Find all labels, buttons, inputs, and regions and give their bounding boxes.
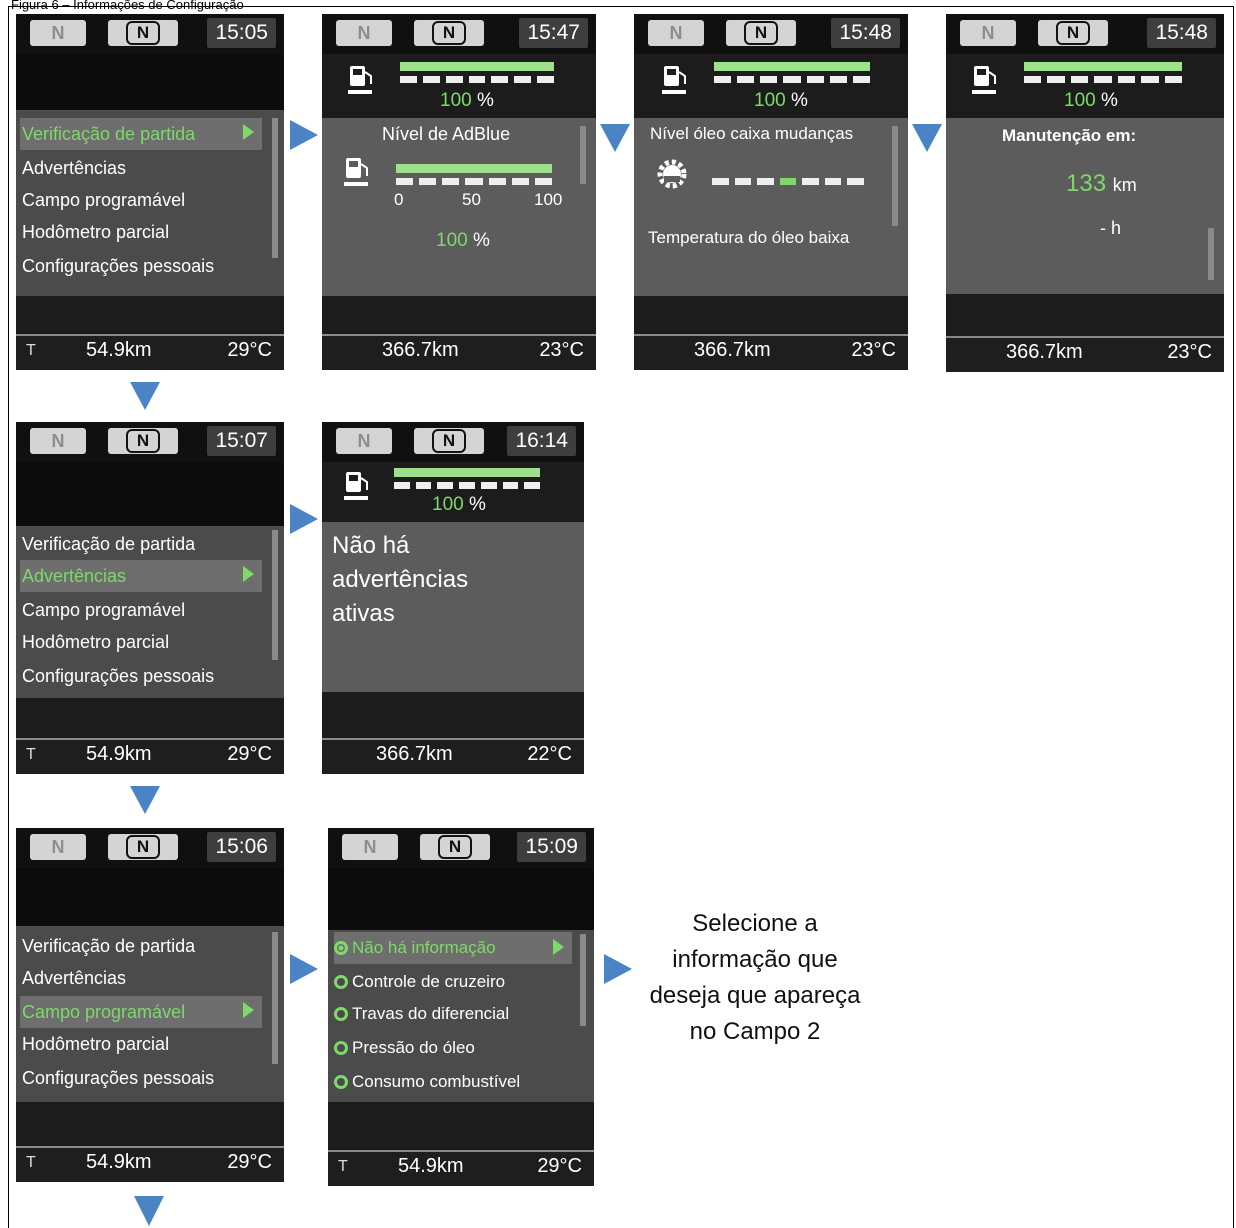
odometer: 54.9km	[398, 1155, 464, 1177]
radio-icon	[334, 1007, 348, 1021]
screen-adblue-level	[322, 14, 596, 370]
adblue-percent: 100 %	[754, 90, 808, 111]
status-bar	[946, 14, 1224, 54]
adblue-gauge-bar	[400, 62, 554, 71]
status-bar	[16, 14, 284, 54]
gearbox-oil-panel	[634, 118, 908, 296]
screen-programmable-field-options	[328, 828, 594, 1186]
chevron-right-icon	[243, 1002, 254, 1018]
bottom-bar	[16, 738, 284, 774]
tick-100: 100	[534, 190, 563, 209]
option-cruise-control[interactable]: Controle de cruzeiro	[334, 966, 572, 998]
panel-title: Manutenção em:	[1002, 126, 1137, 145]
neutral-indicator: N	[726, 20, 796, 46]
adblue-pump-icon	[972, 62, 1000, 96]
scrollbar[interactable]	[272, 932, 278, 1064]
neutral-indicator: N	[414, 428, 484, 454]
maintenance-panel	[946, 118, 1224, 294]
warnings-message-line-3: ativas	[332, 600, 395, 627]
radio-selected-icon	[334, 941, 348, 955]
flow-arrow-down	[600, 124, 630, 152]
menu-item-warnings[interactable]: Advertências	[22, 967, 127, 988]
neutral-indicator: N	[108, 834, 178, 860]
menu-item-start-check[interactable]: Verificação de partida	[22, 935, 196, 956]
screen-menu-programmable-field	[16, 828, 284, 1182]
gearbox-cog-icon	[652, 154, 692, 194]
menu-panel	[16, 110, 284, 296]
outside-temperature: 23°C	[539, 339, 584, 361]
options-panel	[328, 930, 594, 1102]
radio-icon	[334, 975, 348, 989]
flow-arrow-right	[290, 954, 318, 984]
clock: 15:07	[207, 426, 276, 456]
odometer: 366.7km	[1006, 341, 1083, 363]
odometer: 54.9km	[86, 339, 152, 361]
outside-temperature: 23°C	[851, 339, 896, 361]
adblue-gauge-segments	[1024, 76, 1182, 83]
menu-item-programmable-field[interactable]: Campo programável	[22, 189, 186, 210]
gearbox-oil-segments	[712, 178, 864, 185]
menu-item-personal-settings[interactable]: Configurações pessoais	[22, 255, 215, 276]
outside-temperature: 29°C	[227, 1151, 272, 1173]
adblue-level-percent: 100 %	[436, 230, 490, 251]
trip-indicator: T	[26, 746, 36, 763]
radio-icon	[334, 1075, 348, 1089]
flow-arrow-down	[130, 786, 160, 814]
gear-indicator: N	[960, 20, 1016, 46]
odometer: 54.9km	[86, 1151, 152, 1173]
screen-gearbox-oil-level	[634, 14, 908, 370]
gear-indicator: N	[648, 20, 704, 46]
bottom-bar	[16, 334, 284, 370]
menu-item-trip-odometer[interactable]: Hodômetro parcial	[22, 631, 170, 652]
menu-panel	[16, 526, 284, 698]
scrollbar[interactable]	[272, 530, 278, 660]
gear-indicator: N	[342, 834, 398, 860]
panel-title: Nível óleo caixa mudanças	[650, 124, 854, 143]
radio-icon	[334, 1041, 348, 1055]
flow-arrow-right	[290, 504, 318, 534]
scrollbar[interactable]	[892, 126, 898, 226]
menu-item-start-check[interactable]: Verificação de partida	[20, 118, 262, 150]
maintenance-hours: - h	[1100, 218, 1122, 238]
instruction-note: Selecione a informação que deseja que apareça no Campo 2	[649, 910, 861, 1045]
odometer: 366.7km	[694, 339, 771, 361]
menu-item-trip-odometer[interactable]: Hodômetro parcial	[22, 1033, 170, 1054]
tick-50: 50	[462, 190, 481, 209]
screen-no-warnings	[322, 422, 584, 774]
menu-item-personal-settings[interactable]: Configurações pessoais	[22, 1067, 215, 1088]
adblue-pump-icon	[344, 154, 372, 188]
flow-arrow-right	[604, 954, 632, 984]
adblue-gauge-segments	[714, 76, 870, 83]
adblue-detail-panel	[322, 118, 596, 296]
status-bar	[16, 828, 284, 868]
adblue-level-bar	[396, 164, 552, 173]
clock: 15:09	[517, 832, 586, 862]
figure-caption: Figura 6 – Informações de Configuração	[11, 0, 244, 12]
outside-temperature: 29°C	[227, 743, 272, 765]
flow-arrow-down	[134, 1196, 164, 1226]
warnings-message-line-2: advertências	[332, 566, 469, 593]
outside-temperature: 29°C	[227, 339, 272, 361]
status-bar	[322, 14, 596, 54]
adblue-pump-icon	[662, 62, 690, 96]
menu-item-warnings[interactable]: Advertências	[22, 157, 127, 178]
status-bar	[16, 422, 284, 462]
trip-indicator: T	[26, 342, 36, 359]
menu-item-personal-settings[interactable]: Configurações pessoais	[22, 665, 215, 686]
adblue-gauge-segments	[394, 482, 540, 489]
adblue-level-segments	[396, 178, 552, 185]
menu-panel	[16, 926, 284, 1102]
adblue-percent: 100 %	[1064, 90, 1118, 111]
neutral-indicator: N	[1038, 20, 1108, 46]
clock: 15:48	[831, 18, 900, 48]
flow-arrow-down	[912, 124, 942, 152]
status-bar	[322, 422, 584, 462]
chevron-right-icon	[553, 939, 564, 955]
odometer: 54.9km	[86, 743, 152, 765]
panel-title: Nível de AdBlue	[382, 124, 511, 144]
status-bar	[328, 828, 594, 868]
option-oil-pressure[interactable]: Pressão do óleo	[334, 1032, 572, 1064]
menu-item-programmable-field[interactable]: Campo programável	[22, 599, 186, 620]
adblue-pump-icon	[344, 468, 372, 502]
bottom-bar	[322, 738, 584, 774]
gear-indicator: N	[30, 20, 86, 46]
trip-indicator: T	[26, 1154, 36, 1171]
menu-item-start-check[interactable]: Verificação de partida	[22, 533, 196, 554]
odometer: 366.7km	[382, 339, 459, 361]
adblue-percent: 100 %	[432, 494, 486, 515]
screen-menu-start-check	[16, 14, 284, 370]
oil-temperature-status: Temperatura do óleo baixa	[648, 228, 850, 247]
bottom-bar	[946, 336, 1224, 372]
warnings-panel	[322, 522, 584, 692]
adblue-gauge-bar	[1024, 62, 1182, 71]
clock: 15:05	[207, 18, 276, 48]
option-fuel-consumption[interactable]: Consumo combustível	[334, 1066, 572, 1098]
scrollbar[interactable]	[1208, 228, 1214, 280]
bottom-bar	[322, 334, 596, 370]
neutral-indicator: N	[420, 834, 490, 860]
screen-menu-warnings	[16, 422, 284, 774]
adblue-percent: 100 %	[440, 90, 494, 111]
neutral-indicator: N	[108, 428, 178, 454]
odometer: 366.7km	[376, 743, 453, 765]
menu-item-trip-odometer[interactable]: Hodômetro parcial	[22, 221, 170, 242]
menu-item-warnings[interactable]: Advertências	[20, 560, 262, 592]
clock: 15:48	[1147, 18, 1216, 48]
warnings-message-line-1: Não há	[332, 532, 410, 559]
bottom-bar	[634, 334, 908, 370]
menu-item-programmable-field[interactable]: Campo programável	[20, 996, 262, 1028]
tick-0: 0	[394, 190, 404, 209]
adblue-gauge-bar	[394, 468, 540, 477]
bottom-bar	[16, 1146, 284, 1182]
outside-temperature: 23°C	[1167, 341, 1212, 363]
neutral-indicator: N	[414, 20, 484, 46]
chevron-right-icon	[243, 566, 254, 582]
scrollbar[interactable]	[580, 126, 586, 184]
status-bar	[634, 14, 908, 54]
outside-temperature: 22°C	[527, 743, 572, 765]
gear-indicator: N	[30, 428, 86, 454]
adblue-pump-icon	[348, 62, 376, 96]
gear-indicator: N	[30, 834, 86, 860]
neutral-indicator: N	[108, 20, 178, 46]
scrollbar[interactable]	[580, 934, 586, 1026]
clock: 15:47	[519, 18, 588, 48]
option-differential-locks[interactable]: Travas do diferencial	[334, 998, 572, 1030]
outside-temperature: 29°C	[537, 1155, 582, 1177]
adblue-gauge-segments	[400, 76, 554, 83]
chevron-right-icon	[243, 124, 254, 140]
flow-arrow-down	[130, 382, 160, 410]
screen-maintenance	[946, 14, 1224, 372]
adblue-gauge-bar	[714, 62, 870, 71]
gear-indicator: N	[336, 428, 392, 454]
gear-indicator: N	[336, 20, 392, 46]
trip-indicator: T	[338, 1158, 348, 1175]
clock: 16:14	[507, 426, 576, 456]
bottom-bar	[328, 1150, 594, 1186]
clock: 15:06	[207, 832, 276, 862]
flow-arrow-right	[290, 120, 318, 150]
maintenance-distance: 133 km	[1066, 170, 1137, 197]
scrollbar[interactable]	[272, 118, 278, 258]
option-no-information[interactable]: Não há informação	[334, 932, 572, 964]
